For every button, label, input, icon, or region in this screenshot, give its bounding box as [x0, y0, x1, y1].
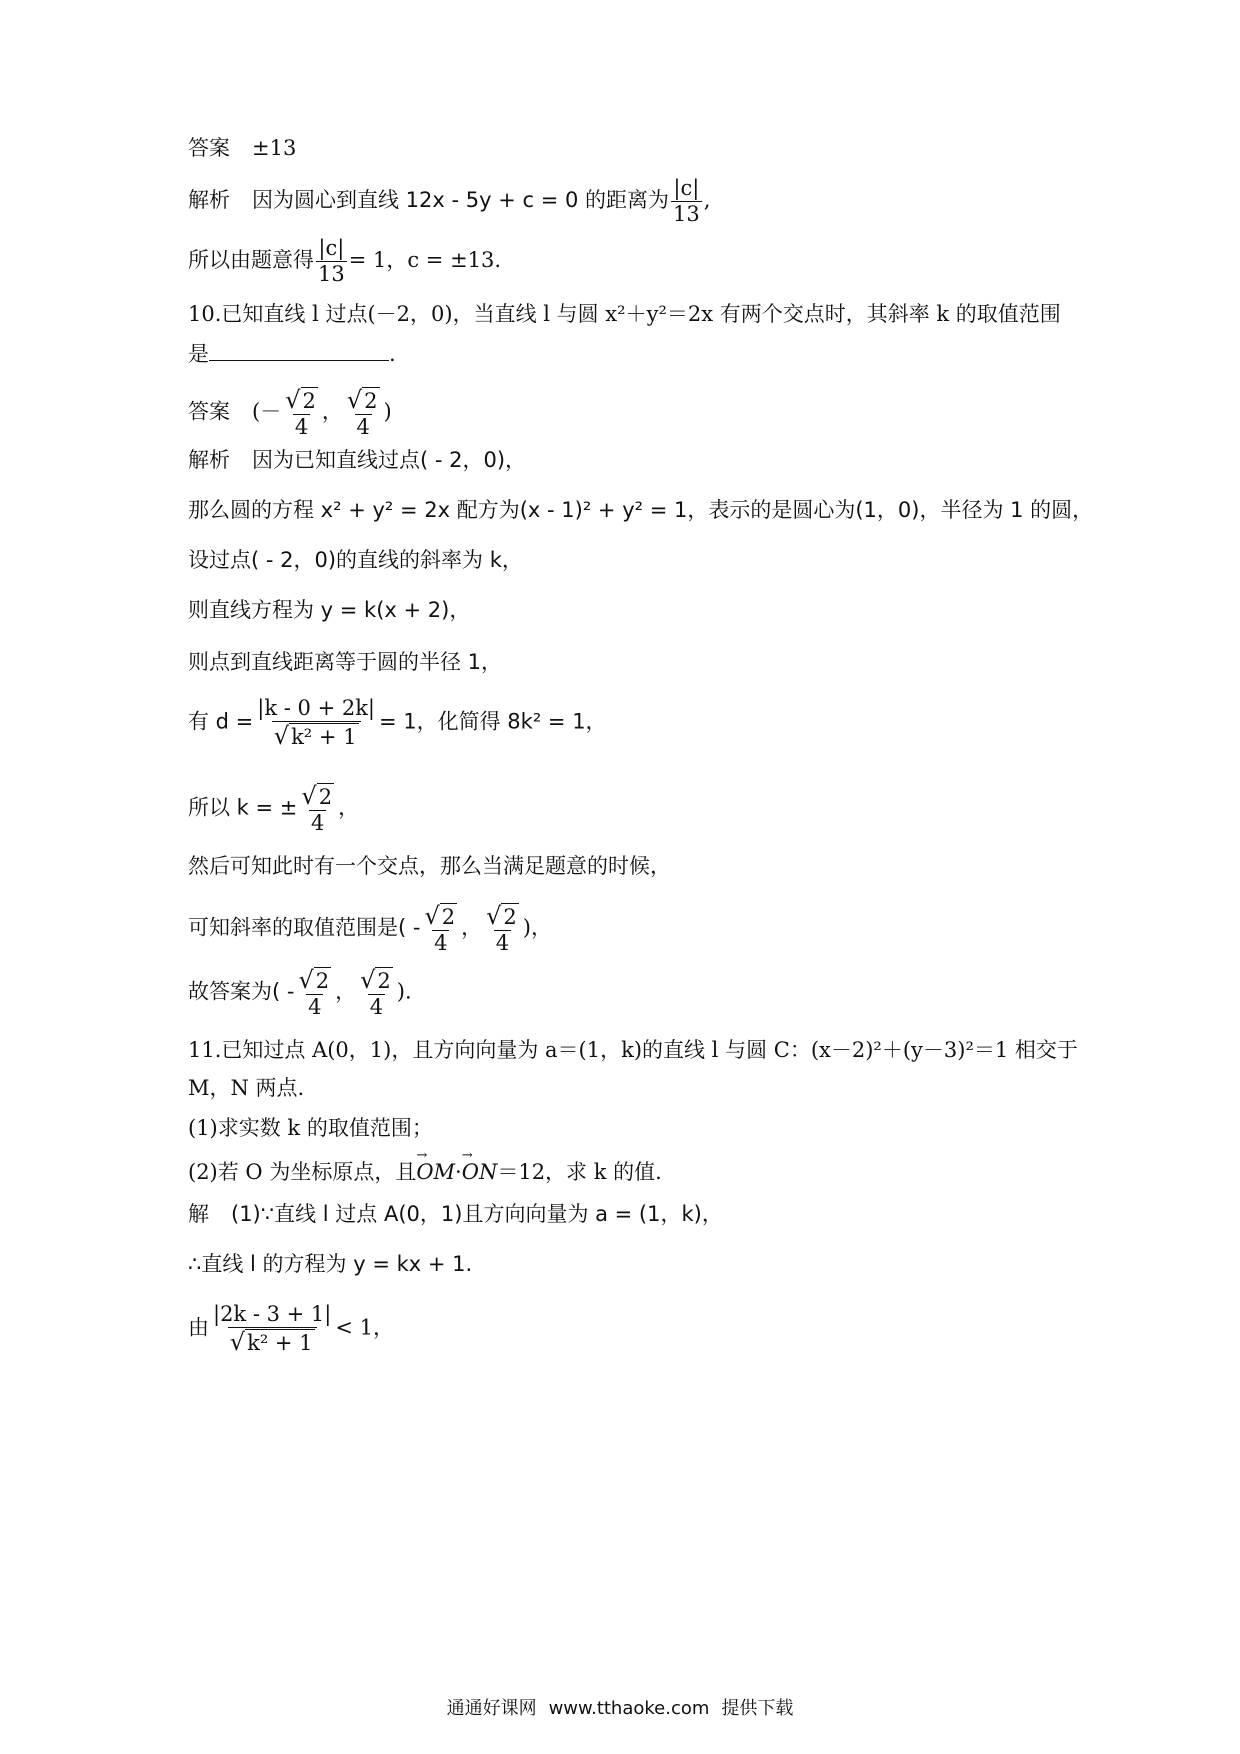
formula-text: 故答案为( - — [188, 979, 295, 1004]
answer-text: ) — [383, 399, 392, 424]
question-text: 是 — [188, 342, 209, 366]
q10-analysis-circle: 那么圆的方程 x² + y² = 2x 配方为(x - 1)² + y² = 1，表示的是圆心为(1，0)，半径为 1 的圆， — [188, 498, 1094, 522]
fraction — [345, 388, 382, 438]
dot-operator: · — [455, 1160, 462, 1184]
punctuation: ， — [335, 979, 357, 1004]
q10-analysis-then: 然后可知此时有一个交点，那么当满足题意的时候， — [188, 854, 671, 878]
analysis-label: 解析 — [188, 188, 230, 212]
answer-value: ±13 — [252, 136, 297, 160]
q10-question-line-1: 10.已知直线 l 过点(－2，0)，当直线 l 与圆 x²＋y²＝2x 有两个交点时，其斜率 k 的取值范围 — [188, 302, 1061, 326]
solution-label: 解 — [188, 1202, 209, 1226]
q11-solution-line-1 — [188, 1204, 723, 1225]
sqrt-expression: √k² + 1 — [272, 721, 361, 748]
punctuation: ). — [396, 979, 412, 1004]
footer-url[interactable]: www.tthaoke.com — [548, 1698, 710, 1719]
fraction-denominator: 4 — [369, 995, 384, 1019]
fraction — [296, 968, 333, 1018]
fraction — [671, 178, 702, 225]
q10-analysis-slope: 设过点( - 2，0)的直线的斜率为 k， — [188, 548, 523, 572]
fraction-denominator: 4 — [311, 811, 325, 835]
punctuation: , — [703, 188, 711, 212]
analysis-label: 解析 — [188, 448, 230, 472]
q11-part-1: (1)求实数 k 的取值范围； — [188, 1116, 433, 1140]
punctuation: . — [389, 342, 396, 366]
fraction-denominator: 4 — [495, 931, 510, 955]
fraction-numerator: |c| — [318, 236, 345, 260]
fraction — [255, 698, 377, 748]
answer-label: 答案 — [188, 399, 230, 424]
analysis-text: 因为圆心到直线 12x - 5y + c = 0 的距离为 — [252, 188, 670, 212]
q10-analysis-distance: 则点到直线距离等于圆的半径 1， — [188, 650, 503, 674]
formula-text: 有 d = — [188, 709, 254, 734]
formula-text: < 1， — [335, 1315, 394, 1340]
fraction — [422, 904, 459, 954]
vector-om: → OM — [416, 1162, 455, 1183]
analysis-text: 所以由题意得 — [188, 248, 314, 272]
formula-text: = 1，化简得 8k² = 1， — [379, 709, 607, 734]
fraction-denominator: 13 — [673, 202, 700, 226]
q11-question-line-2: M，N 两点. — [188, 1076, 305, 1100]
footer-provide: 提供下载 — [721, 1698, 794, 1719]
sqrt-expression: √k² + 1 — [228, 1327, 317, 1354]
fraction — [316, 238, 347, 285]
formula-text: 所以 k = ± — [188, 795, 298, 820]
sqrt-expression: √2 — [346, 386, 378, 414]
answer-text: ， — [321, 399, 343, 424]
q11-question-line-1: 11.已知过点 A(0，1)，且方向向量为 a＝(1，k)的直线 l 与圆 C：(x－2)²＋(y－3)²＝1 相交于 — [188, 1038, 1078, 1062]
analysis-text: = 1，c = ±13. — [348, 248, 502, 272]
sqrt-expression: √2 — [285, 386, 316, 414]
fraction — [484, 904, 521, 954]
sqrt-expression: √2 — [301, 782, 333, 810]
q9-analysis-line-2 — [188, 238, 501, 285]
fraction-denominator: 4 — [308, 995, 322, 1019]
q10-range — [188, 904, 552, 954]
fraction-denominator: 13 — [318, 262, 345, 286]
answer-text: (－ — [252, 399, 282, 424]
punctuation: ， — [461, 915, 483, 940]
solution-text: (1)∵直线 l 过点 A(0，1)且方向向量为 a = (1，k)， — [231, 1202, 723, 1226]
question-text: (2)若 O 为坐标原点，且 — [188, 1160, 417, 1184]
fraction-denominator: 4 — [294, 415, 309, 439]
q10-distance-formula — [188, 698, 607, 748]
q9-answer-line — [188, 138, 296, 159]
q11-part-2 — [188, 1162, 662, 1183]
sqrt-expression: √2 — [424, 902, 456, 930]
fraction-numerator: |c| — [673, 176, 700, 200]
formula-text: 由 — [188, 1315, 209, 1340]
fraction-numerator: |2k - 3 + 1| — [213, 1302, 332, 1326]
fraction — [299, 784, 336, 834]
q10-answer-line — [188, 388, 392, 438]
q10-question-line-2 — [188, 342, 396, 365]
fraction — [211, 1304, 333, 1354]
sqrt-expression: √2 — [486, 902, 517, 930]
sqrt-expression: √2 — [360, 966, 391, 994]
fraction — [283, 388, 320, 438]
answer-label: 答案 — [188, 136, 230, 160]
vector-on: → ON — [462, 1162, 498, 1183]
sqrt-expression: √2 — [298, 966, 330, 994]
q9-analysis-line-1 — [188, 178, 710, 225]
formula-text: 可知斜率的取值范围是( - — [188, 915, 421, 940]
footer-site-name: 通通好课网 — [446, 1698, 537, 1719]
punctuation: ， — [338, 795, 360, 820]
fraction-denominator: 4 — [434, 931, 448, 955]
page-footer — [0, 1694, 1240, 1720]
q11-inequality — [188, 1304, 394, 1354]
fraction — [358, 968, 395, 1018]
answer-blank — [209, 342, 389, 361]
fraction-numerator: |k - 0 + 2k| — [257, 696, 375, 720]
q10-analysis-line-1 — [188, 450, 526, 471]
question-text: ＝12，求 k 的值. — [497, 1160, 662, 1184]
q10-analysis-line-eq: 则直线方程为 y = k(x + 2)， — [188, 598, 471, 622]
punctuation: )， — [522, 915, 552, 940]
q10-k-value — [188, 784, 359, 834]
analysis-text: 因为已知直线过点( - 2，0)， — [252, 448, 527, 472]
q10-final-answer — [188, 968, 412, 1018]
fraction-denominator: 4 — [356, 415, 370, 439]
q11-solution-line-2: ∴直线 l 的方程为 y = kx + 1. — [188, 1252, 473, 1276]
